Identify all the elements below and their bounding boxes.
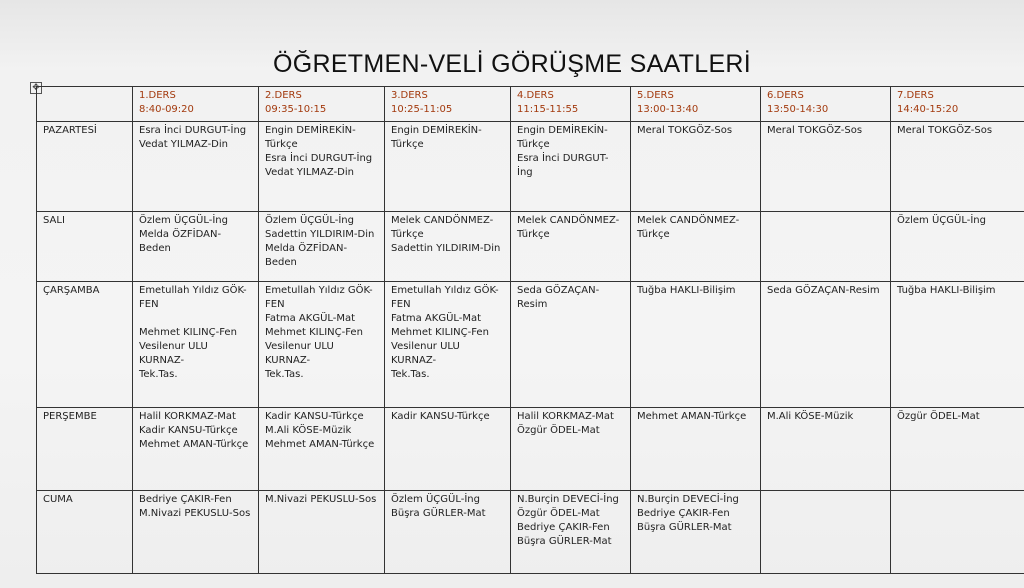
teacher-entry: Engin DEMİREKİN- xyxy=(265,125,356,136)
teacher-entry: Bedriye ÇAKIR-Fen xyxy=(139,494,232,505)
teacher-entry: Melda ÖZFİDAN-Beden xyxy=(265,243,348,268)
teacher-entry: Kadir KANSU-Türkçe xyxy=(391,411,490,422)
teacher-entry: Mehmet AMAN-Türkçe xyxy=(265,439,375,450)
period-time: 13:00-13:40 xyxy=(637,104,699,115)
schedule-cell[interactable] xyxy=(133,122,259,212)
teacher-entry: Melda ÖZFİDAN-Beden xyxy=(139,229,222,254)
period-time: 10:25-11:05 xyxy=(391,104,453,115)
schedule-cell[interactable] xyxy=(891,282,1024,408)
teacher-entry: Vedat YILMAZ-Din xyxy=(139,139,228,150)
schedule-cell[interactable] xyxy=(761,122,891,212)
schedule-cell[interactable] xyxy=(133,491,259,574)
teacher-entry: Özlem ÜÇGÜL-İng xyxy=(897,215,986,226)
day-row xyxy=(37,212,1024,282)
period-header[interactable] xyxy=(511,87,631,122)
period-header[interactable] xyxy=(385,87,511,122)
period-time: 11:15-11:55 xyxy=(517,104,579,115)
teacher-entry: Mehmet KILINÇ-Fen xyxy=(391,327,489,338)
corner-cell[interactable] xyxy=(37,87,133,122)
schedule-cell[interactable] xyxy=(511,122,631,212)
schedule-cell[interactable] xyxy=(133,408,259,491)
period-header[interactable] xyxy=(891,87,1024,122)
day-row xyxy=(37,282,1024,408)
teacher-entry: Tuğba HAKLI-Bilişim xyxy=(897,285,996,296)
schedule-cell[interactable] xyxy=(761,282,891,408)
period-number: 2.DERS xyxy=(265,90,302,101)
teacher-entry: Türkçe xyxy=(517,139,550,150)
period-time: 09:35-10:15 xyxy=(265,104,327,115)
schedule-cell[interactable] xyxy=(631,282,761,408)
teacher-entry: N.Burçin DEVECİ-İng xyxy=(517,494,619,505)
period-header[interactable] xyxy=(133,87,259,122)
period-number: 6.DERS xyxy=(767,90,804,101)
schedule-cell[interactable] xyxy=(385,122,511,212)
period-header[interactable] xyxy=(631,87,761,122)
period-header[interactable] xyxy=(761,87,891,122)
teacher-entry: Tuğba HAKLI-Bilişim xyxy=(637,285,736,296)
schedule-cell[interactable] xyxy=(631,408,761,491)
teacher-entry: Kadir KANSU-Türkçe xyxy=(139,425,238,436)
teacher-entry: Özgür ÖDEL-Mat xyxy=(897,411,980,422)
teacher-entry: FEN xyxy=(265,299,285,310)
teacher-entry: Seda GÖZAÇAN-Resim xyxy=(767,285,880,296)
teacher-entry: Türkçe xyxy=(391,229,424,240)
day-label[interactable]: PERŞEMBE xyxy=(37,408,133,491)
teacher-entry: Büşra GÜRLER-Mat xyxy=(391,508,486,519)
teacher-entry: Sadettin YILDIRIM-Din xyxy=(265,229,375,240)
schedule-cell[interactable] xyxy=(259,212,385,282)
period-number: 5.DERS xyxy=(637,90,674,101)
period-number: 1.DERS xyxy=(139,90,176,101)
teacher-entry: Halil KORKMAZ-Mat xyxy=(139,411,236,422)
schedule-cell[interactable] xyxy=(259,408,385,491)
teacher-entry: Halil KORKMAZ-Mat xyxy=(517,411,614,422)
schedule-cell[interactable] xyxy=(511,408,631,491)
teacher-entry: FEN xyxy=(391,299,411,310)
teacher-entry: Özlem ÜÇGÜL-İng xyxy=(139,215,228,226)
header-row xyxy=(37,87,1024,122)
teacher-entry: M.Ali KÖSE-Müzik xyxy=(767,411,854,422)
teacher-entry: Bedriye ÇAKIR-Fen xyxy=(517,522,610,533)
teacher-entry: Mehmet KILINÇ-Fen xyxy=(139,327,237,338)
teacher-entry: Özgür ÖDEL-Mat xyxy=(517,508,600,519)
teacher-entry: Meral TOKGÖZ-Sos xyxy=(767,125,863,136)
teacher-entry: Fatma AKGÜL-Mat xyxy=(391,313,482,324)
teacher-entry: Meral TOKGÖZ-Sos xyxy=(637,125,733,136)
teacher-entry: Emetullah Yıldız GÖK- xyxy=(265,285,373,296)
teacher-entry: Engin DEMİREKİN- xyxy=(391,125,482,136)
teacher-entry: Mehmet KILINÇ-Fen xyxy=(265,327,363,338)
teacher-entry: Melek CANDÖNMEZ- xyxy=(637,215,740,226)
teacher-entry: Vesilenur ULU KURNAZ- xyxy=(391,341,460,366)
schedule-cell[interactable] xyxy=(511,491,631,574)
schedule-cell[interactable] xyxy=(385,212,511,282)
period-number: 3.DERS xyxy=(391,90,428,101)
period-header[interactable] xyxy=(259,87,385,122)
schedule-cell[interactable] xyxy=(259,491,385,574)
teacher-entry: Meral TOKGÖZ-Sos xyxy=(897,125,993,136)
day-row xyxy=(37,122,1024,212)
period-number: 4.DERS xyxy=(517,90,554,101)
period-number: 7.DERS xyxy=(897,90,934,101)
blank-line xyxy=(139,312,252,326)
teacher-entry: Özlem ÜÇGÜL-İng xyxy=(265,215,354,226)
teacher-entry: Vesilenur ULU KURNAZ- xyxy=(265,341,334,366)
schedule-cell[interactable] xyxy=(385,282,511,408)
schedule-cell[interactable] xyxy=(891,408,1024,491)
day-label[interactable]: ÇARŞAMBA xyxy=(37,282,133,408)
teacher-entry: Tek.Tas. xyxy=(139,369,178,380)
teacher-entry: Esra İnci DURGUT-İng xyxy=(265,153,373,164)
teacher-entry: M.Nivazi PEKUSLU-Sos xyxy=(265,494,377,505)
schedule-cell[interactable] xyxy=(891,212,1024,282)
teacher-entry: Türkçe xyxy=(637,229,670,240)
schedule-cell[interactable] xyxy=(631,122,761,212)
teacher-entry: N.Burçin DEVECİ-İng xyxy=(637,494,739,505)
teacher-entry: Mehmet AMAN-Türkçe xyxy=(139,439,249,450)
teacher-entry: Büşra GÜRLER-Mat xyxy=(637,522,732,533)
teacher-entry: Sadettin YILDIRIM-Din xyxy=(391,243,501,254)
teacher-entry: Emetullah Yıldız GÖK- xyxy=(391,285,499,296)
schedule-cell[interactable] xyxy=(891,491,1024,574)
schedule-cell[interactable] xyxy=(259,282,385,408)
teacher-entry: Esra İnci DURGUT-İng xyxy=(517,153,609,178)
teacher-entry: Mehmet AMAN-Türkçe xyxy=(637,411,747,422)
teacher-entry: Melek CANDÖNMEZ- xyxy=(391,215,494,226)
page-title: ÖĞRETMEN-VELİ GÖRÜŞME SAATLERİ xyxy=(272,50,752,78)
table-move-handle-icon[interactable]: ✥ xyxy=(30,82,42,94)
teacher-entry: Seda GÖZAÇAN- xyxy=(517,285,600,296)
schedule-cell[interactable] xyxy=(385,491,511,574)
schedule-cell[interactable] xyxy=(133,282,259,408)
teacher-entry: Vesilenur ULU KURNAZ- xyxy=(139,341,208,366)
schedule-cell[interactable] xyxy=(511,212,631,282)
period-time: 8:40-09:20 xyxy=(139,104,194,115)
schedule-cell[interactable] xyxy=(385,408,511,491)
day-label[interactable]: PAZARTESİ xyxy=(37,122,133,212)
teacher-entry: Esra İnci DURGUT-İng xyxy=(139,125,247,136)
schedule-cell[interactable] xyxy=(259,122,385,212)
teacher-entry: Özgür ÖDEL-Mat xyxy=(517,425,600,436)
teacher-entry: Bedriye ÇAKIR-Fen xyxy=(637,508,730,519)
schedule-cell[interactable] xyxy=(631,212,761,282)
schedule-cell[interactable] xyxy=(133,212,259,282)
teacher-entry: Türkçe xyxy=(517,229,550,240)
schedule-cell[interactable] xyxy=(511,282,631,408)
teacher-entry: Büşra GÜRLER-Mat xyxy=(517,536,612,547)
schedule-cell[interactable] xyxy=(891,122,1024,212)
teacher-entry: Tek.Tas. xyxy=(265,369,304,380)
teacher-entry: Tek.Tas. xyxy=(391,369,430,380)
teacher-entry: M.Ali KÖSE-Müzik xyxy=(265,425,352,436)
schedule-cell[interactable] xyxy=(761,212,891,282)
schedule-cell[interactable] xyxy=(761,491,891,574)
schedule-cell[interactable] xyxy=(631,491,761,574)
teacher-entry: Resim xyxy=(517,299,548,310)
teacher-entry: Vedat YILMAZ-Din xyxy=(265,167,354,178)
teacher-entry: Fatma AKGÜL-Mat xyxy=(265,313,356,324)
teacher-entry: FEN xyxy=(139,299,159,310)
teacher-entry: Engin DEMİREKİN- xyxy=(517,125,608,136)
teacher-entry: Türkçe xyxy=(391,139,424,150)
teacher-entry: M.Nivazi PEKUSLU-Sos xyxy=(139,508,251,519)
day-label[interactable]: SALI xyxy=(37,212,133,282)
teacher-entry: Emetullah Yıldız GÖK- xyxy=(139,285,247,296)
period-time: 14:40-15:20 xyxy=(897,104,959,115)
day-row xyxy=(37,408,1024,491)
teacher-entry: Kadir KANSU-Türkçe xyxy=(265,411,364,422)
schedule-table xyxy=(36,86,1024,574)
teacher-entry: Melek CANDÖNMEZ- xyxy=(517,215,620,226)
day-label[interactable]: CUMA xyxy=(37,491,133,574)
schedule-cell[interactable] xyxy=(761,408,891,491)
day-row xyxy=(37,491,1024,574)
period-time: 13:50-14:30 xyxy=(767,104,829,115)
teacher-entry: Türkçe xyxy=(265,139,298,150)
teacher-entry: Özlem ÜÇGÜL-İng xyxy=(391,494,480,505)
